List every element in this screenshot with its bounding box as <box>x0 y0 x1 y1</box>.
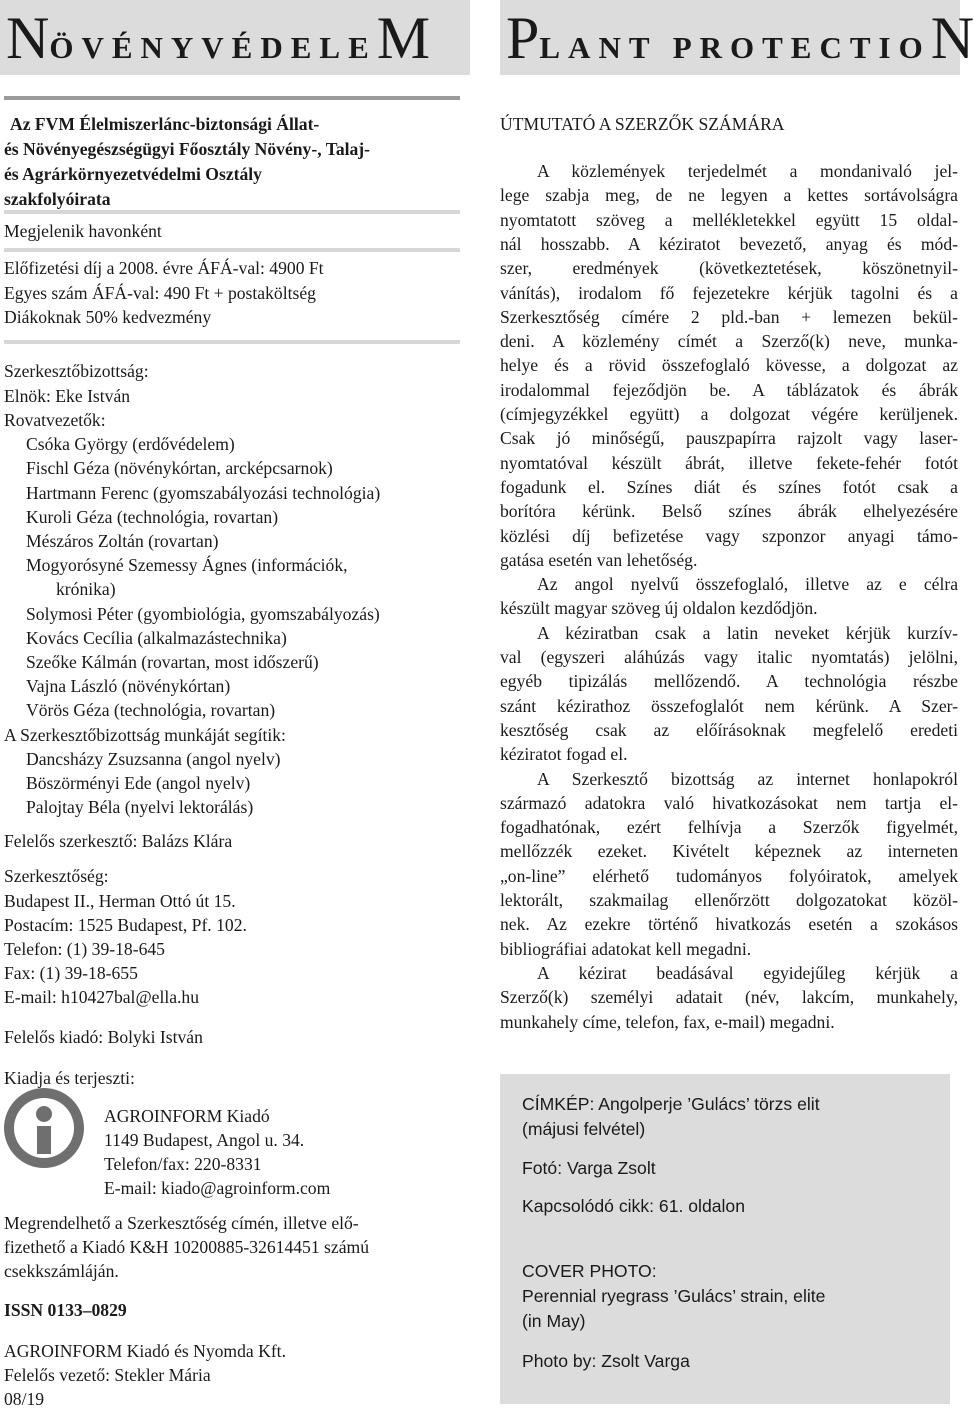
distributor-heading: Kiadja és terjeszti: <box>4 1068 135 1088</box>
guide-line: A kéziratban csak a latin neveket kérjük kurzív- <box>537 623 958 643</box>
issn: ISSN 0133–0829 <box>4 1300 127 1320</box>
helpers-heading: A Szerkesztőbizottság munkáját segítik: <box>4 725 286 745</box>
guide-heading: ÚTMUTATÓ A SZERZŐK SZÁMÁRA <box>500 114 785 134</box>
guide-line: Szerző(k) személyi adatait (név, lakcím, munkahely, <box>500 987 958 1007</box>
responsible-editor: Felelős szerkesztő: Balázs Klára <box>4 831 233 851</box>
board-heading: Szerkesztőbizottság: <box>4 361 149 381</box>
section-editor: Fischl Géza (növénykórtan, arcképcsarnok) <box>26 458 333 478</box>
section-editor: Solymosi Péter (gyombiológia, gyomszabályozás) <box>26 604 380 624</box>
guide-line: szer, eredmények (következtetések, köszönetnyil- <box>500 258 958 278</box>
distributor-line: AGROINFORM Kiadó <box>104 1106 270 1126</box>
guide-line: kéziratot fogad el. <box>500 744 628 764</box>
guide-line: nek. Az ezekre történő hivatkozás esetén a szokásos <box>500 914 958 934</box>
header-right <box>500 0 974 75</box>
guide-line: A kézirat beadásával egyidejűleg kérjük a <box>537 963 958 983</box>
guide-line: Az angol nyelvű összefoglaló, illetve az e célra <box>537 574 958 594</box>
section-editor: Kuroli Géza (technológia, rovartan) <box>26 507 279 527</box>
printer-line: AGROINFORM Kiadó és Nyomda Kft. <box>4 1341 286 1361</box>
header-right-title: PLANT PROTECTION <box>506 5 974 71</box>
guide-line: val (egyszeri aláhúzás vagy italic nyomtatás) jelölni, <box>500 647 958 667</box>
guide-line: fogadhatónak, ezért felhívja a Szerzők figyelmét, <box>500 817 958 837</box>
guide-line: gatása esetén van lehetőség. <box>500 550 698 570</box>
distributor-email: E-mail: kiado@agroinform.com <box>104 1178 331 1198</box>
order-line: Megrendelhető a Szerkesztőség címén, illetve elő- <box>4 1213 359 1233</box>
guide-line: lektorált, szakmailag ellenőrzött dolgozatokat közöl- <box>500 890 958 910</box>
cover-caption-en: (in May) <box>522 1311 586 1331</box>
guide-line: deni. A közlemény címét a Szerző(k) neve, munka- <box>500 331 958 351</box>
office-email: E-mail: h10427bal@ella.hu <box>4 987 200 1007</box>
printer-line: Felelős vezető: Stekler Mária <box>4 1365 211 1385</box>
guide-line: (címjegyzékkel együtt) a dolgozat végére kerüljenek. <box>500 404 958 424</box>
section-editor: Csóka György (erdővédelem) <box>26 434 235 454</box>
guide-line: mellőzzék ezeket. Kivételt képeznek az interneten <box>500 841 958 861</box>
order-line: fizethető a Kiadó K&H 10200885-32614451 számú <box>4 1237 369 1257</box>
divider <box>4 210 460 214</box>
guide-line: fogadunk el. Színes diát és színes fotót csak a <box>500 477 958 497</box>
section-editor: Hartmann Ferenc (gyomszabályozási technológia) <box>26 483 381 503</box>
journal-title-line: és Növényegészségügyi Főosztály Növény-, Talaj- <box>4 139 371 159</box>
header-left-title: NÖVÉNYVÉDELEM <box>6 5 431 71</box>
section-editor: Szeőke Kálmán (rovartan, most időszerű) <box>26 652 319 672</box>
helper: Böszörményi Ede (angol nyelv) <box>26 773 251 793</box>
office-heading: Szerkesztőség: <box>4 866 109 886</box>
guide-line: A közlemények terjedelmét a mondanivaló jel- <box>537 161 958 181</box>
section-editor: Kovács Cecília (alkalmazástechnika) <box>26 628 287 648</box>
guide-line: irodalommal fejeződjön be. A táblázatok és ábrák <box>500 380 958 400</box>
section-editor: krónika) <box>56 579 116 599</box>
distributor-line: Telefon/fax: 220-8331 <box>104 1154 262 1174</box>
section-editor: Mogyorósyné Szemessy Ágnes (információk, <box>26 555 348 575</box>
header-left <box>0 0 470 75</box>
guide-line: kesztőség csak az előírásoknak megfelelő eredeti <box>500 720 958 740</box>
guide-line: borítóra kérünk. Belső színes ábrák elhelyezésére <box>500 501 958 521</box>
section-editor: Mészáros Zoltán (rovartan) <box>26 531 219 551</box>
guide-line: Csak jó minőségű, pauszpapírra rajzolt vagy laser- <box>500 428 958 448</box>
cover-caption-en: Perennial ryegrass ’Gulács’ strain, elite <box>522 1286 826 1306</box>
journal-title-line: szakfolyóirata <box>4 189 111 209</box>
distributor-line: 1149 Budapest, Angol u. 34. <box>104 1130 305 1150</box>
helper: Palojtay Béla (nyelvi lektorálás) <box>26 797 254 817</box>
publisher-responsible: Felelős kiadó: Bolyki István <box>4 1027 203 1047</box>
section-editor: Vörös Géza (technológia, rovartan) <box>26 700 276 720</box>
guide-line: nál hosszabb. A kéziratot bevezető, anyag és mód- <box>500 234 958 254</box>
guide-line: közlési díj befizetése vagy szponzor anyagi támo- <box>500 526 958 546</box>
section-editor: Vajna László (növénykórtan) <box>26 676 231 696</box>
order-line: csekkszámláján. <box>4 1261 119 1281</box>
office-line: Budapest II., Herman Ottó út 15. <box>4 891 236 911</box>
board-chair: Elnök: Eke István <box>4 386 131 406</box>
photo-credit-hu: Fotó: Varga Zsolt <box>522 1158 656 1178</box>
guide-line: bibliográfiai adatokat kell megadni. <box>500 939 752 959</box>
related-article: Kapcsolódó cikk: 61. oldalon <box>522 1196 745 1216</box>
office-line: Telefon: (1) 39-18-645 <box>4 939 165 959</box>
price-line: Egyes szám ÁFÁ-val: 490 Ft + postaköltség <box>4 283 316 303</box>
issue-code: 08/19 <box>4 1389 45 1409</box>
cover-caption-hu: CÍMKÉP: Angolperje ’Gulács’ törzs elit <box>522 1094 820 1114</box>
guide-line: lege szabja meg, de ne legyen a kettes sortávolságra <box>500 185 958 205</box>
frequency: Megjelenik havonként <box>4 221 162 241</box>
guide-line: nyomtatóval készült ábrát, illetve fekete-fehér fotót <box>500 453 958 473</box>
divider <box>4 340 460 344</box>
cover-photo-box <box>500 1074 950 1404</box>
cover-caption-hu: (májusi felvétel) <box>522 1119 646 1139</box>
guide-line: készült magyar szöveg új oldalon kezdődjön. <box>500 598 818 618</box>
guide-line: munkahely címe, telefon, fax, e-mail) megadni. <box>500 1012 835 1032</box>
guide-line: szánt kézirathoz összefoglalót nem kérünk. A Szer- <box>500 696 958 716</box>
guide-line: nyomtatott szöveg a mellékletekkel együtt 15 oldal- <box>500 210 958 230</box>
guide-line: Szerkesztőség címére 2 pld.-ban + lemezen bekül- <box>500 307 958 327</box>
helper: Dancsházy Zsuzsanna (angol nyelv) <box>26 749 281 769</box>
info-logo-icon <box>4 1088 84 1168</box>
guide-line: A Szerkesztő bizottság az internet honlapokról <box>537 769 958 789</box>
office-line: Postacím: 1525 Budapest, Pf. 102. <box>4 915 247 935</box>
cover-caption-en-heading: COVER PHOTO: <box>522 1261 657 1281</box>
guide-line: helye és a rövid összefoglaló kövesse, a dolgozat az <box>500 355 958 375</box>
price-line: Diákoknak 50% kedvezmény <box>4 307 212 327</box>
photo-credit-en: Photo by: Zsolt Varga <box>522 1351 690 1371</box>
divider <box>4 248 460 252</box>
journal-title-line: és Agrárkörnyezetvédelmi Osztály <box>4 164 262 184</box>
guide-line: „on-line” elérhető tudományos folyóiratok, amelyek <box>500 866 958 886</box>
divider <box>4 96 460 100</box>
section-editors-heading: Rovatvezetők: <box>4 410 106 430</box>
guide-line: egyéb tipizálás mellőzendő. A technológia részbe <box>500 671 958 691</box>
journal-title-line: Az FVM Élelmiszerlánc-biztonsági Állat- <box>10 114 320 134</box>
guide-line: származó adatokra való hivatkozásokat nem tartja el- <box>500 793 958 813</box>
price-line: Előfizetési díj a 2008. évre ÁFÁ-val: 4900 Ft <box>4 258 324 278</box>
guide-line: vánítás), irodalom fő fejezetekre kérjük tagolni és a <box>500 283 958 303</box>
office-line: Fax: (1) 39-18-655 <box>4 963 138 983</box>
